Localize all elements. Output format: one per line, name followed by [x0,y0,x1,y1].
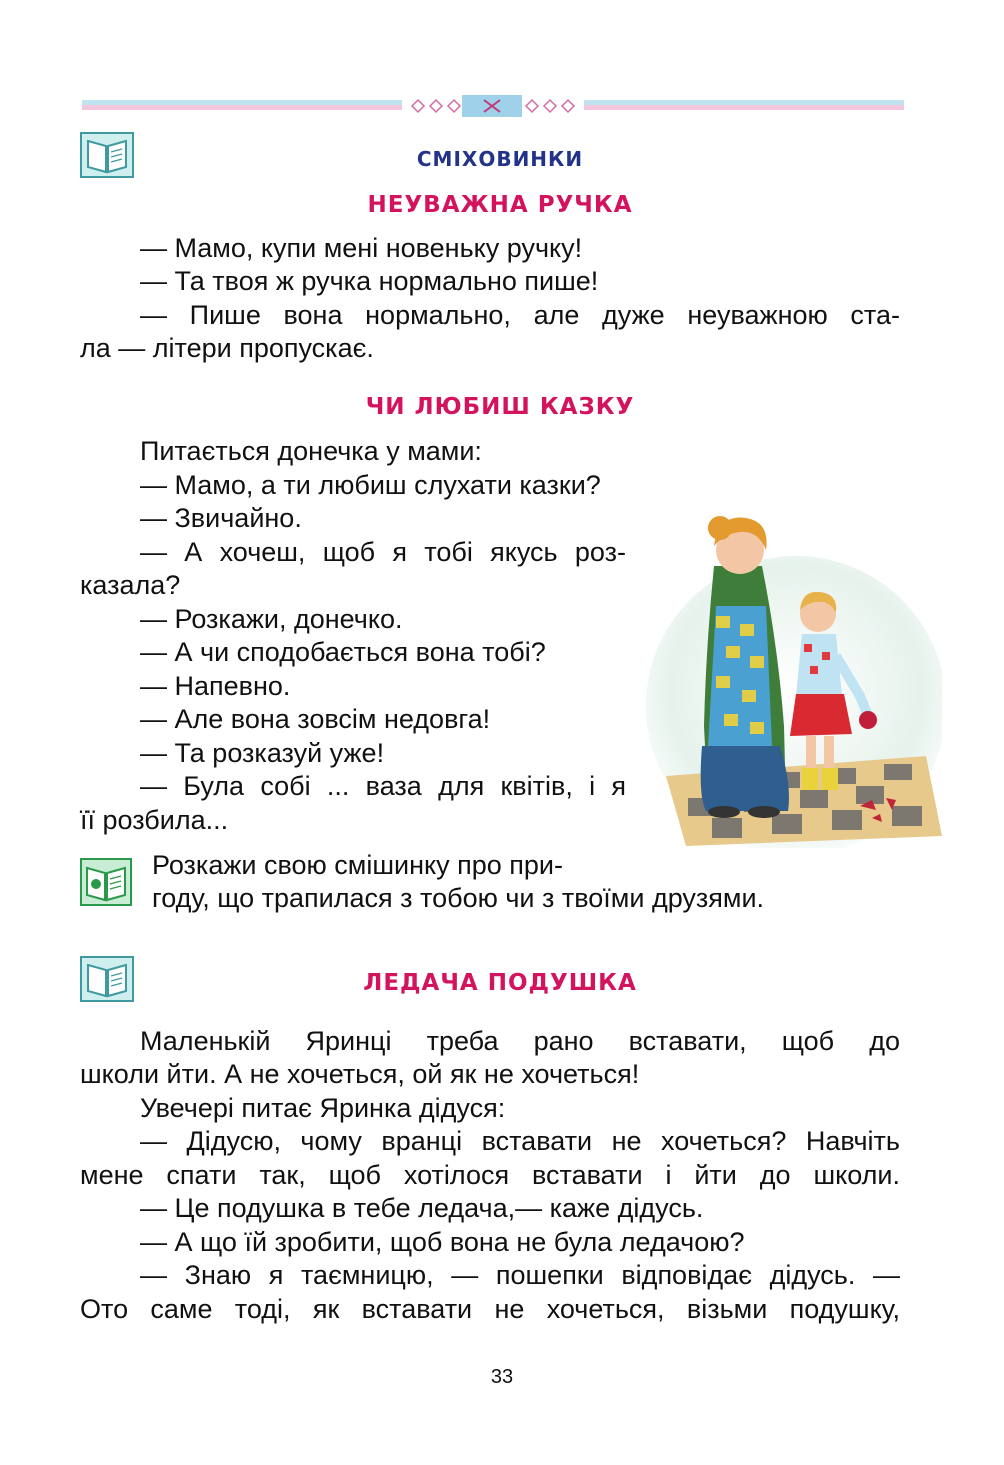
task-book-icon [80,858,132,906]
reading-book-icon [80,956,134,1002]
text-line: казала? [80,570,181,600]
text-line: — Була собі ... ваза для квітів, і я [140,771,626,801]
text-line: — Мамо, купи мені новеньку ручку! [140,233,583,263]
text-line: Ото саме тоді, як вставати не хочеться, візьми подушку, [80,1294,900,1324]
text-line: — Та розказуй уже! [140,738,385,768]
text-line: — Знаю я таємницю, — пошепки відповідає дідусь. — [140,1260,900,1290]
story-title-chy-liubysh-kazku: ЧИ ЛЮБИШ КАЗКУ [365,394,635,420]
text-line: ла — літери пропускає. [80,333,374,363]
collection-title: СМІХОВИНКИ [416,147,584,171]
text-line: — Звичайно. [140,503,302,533]
text-line: Питається донечка у мами: [140,436,482,466]
text-line: — Дідусю, чому вранці вставати не хочеться? Навчіть [140,1126,900,1156]
text-line: — Напевно. [140,671,291,701]
task-text-line: Розкажи свою смішинку про при- [152,850,563,880]
text-line: — А хочеш, щоб я тобі якусь роз- [140,537,626,567]
text-line: — Мамо, а ти любиш слухати казки? [140,470,601,500]
text-line: — Але вона зовсім недовга! [140,704,491,734]
story-title-neuvazhna-ruchka: НЕУВАЖНА РУЧКА [367,192,633,218]
page-number: 33 [490,1366,514,1388]
header-ornament [82,92,904,120]
text-line: — Це подушка в тебе ледача,— каже дідусь. [140,1193,704,1223]
story-title-ledacha-podushka: ЛЕДАЧА ПОДУШКА [363,970,637,996]
text-line: школи йти. А не хочеться, ой як не хочеться! [80,1059,640,1089]
text-line: її розбила... [80,805,229,835]
text-line: — А чи сподобається вона тобі? [140,637,546,667]
text-line: — Пише вона нормально, але дуже неуважною ста- [140,300,900,330]
task-text-line: году, що трапилася з тобою чи з твоїми друзями. [152,883,765,913]
text-line: — Розкажи, донечко. [140,604,403,634]
text-line: — Та твоя ж ручка нормально пише! [140,266,599,296]
text-line: мене спати так, щоб хотілося вставати і йти до школи. [80,1160,900,1190]
mother-daughter-illustration [646,506,942,848]
text-line: Маленькій Яринці треба рано вставати, щоб до [140,1026,900,1056]
reading-book-icon [80,132,134,178]
text-line: Увечері питає Яринка дідуся: [140,1093,506,1123]
text-line: — А що їй зробити, щоб вона не була ледачою? [140,1227,745,1257]
